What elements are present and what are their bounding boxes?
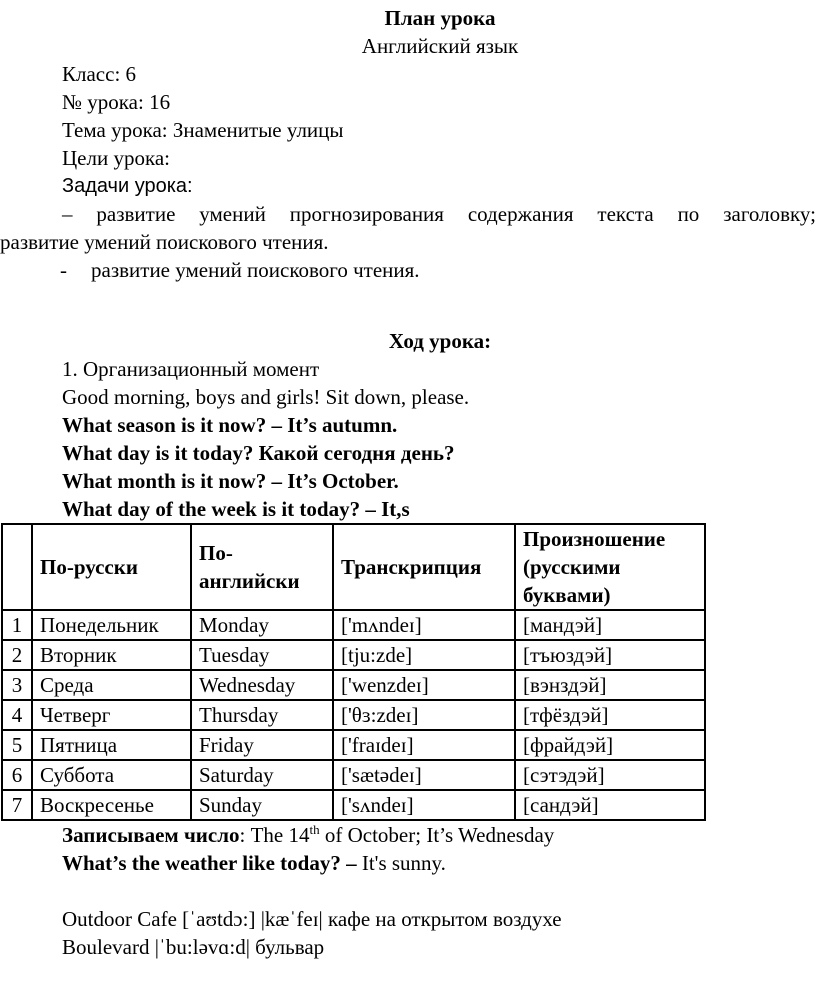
cell-english: Friday <box>191 730 333 760</box>
task-item-2 <box>0 256 816 284</box>
greeting-line: Good morning, boys and girls! Sit down, please. <box>62 385 470 409</box>
cell-pronunciation: [мандэй] <box>515 610 705 640</box>
cell-russian: Пятница <box>32 730 191 760</box>
cell-transcription: ['wenzdeɪ] <box>333 670 515 700</box>
task-dash: - <box>60 258 67 282</box>
task-item-1: – развитие умений прогнозирования содержания текста по заголовку; <box>62 202 816 226</box>
header-cell-transcription: Транскрипция <box>333 524 515 610</box>
cell-russian: Среда <box>32 670 191 700</box>
weather-question: What’s the weather like today? – <box>62 851 357 875</box>
question-line-day: What day is it today? Какой сегодня день? <box>62 441 455 465</box>
cell-num: 4 <box>2 700 32 730</box>
cell-num: 2 <box>2 640 32 670</box>
cell-russian: Вторник <box>32 640 191 670</box>
cell-russian: Четверг <box>32 700 191 730</box>
weather-line <box>0 849 816 877</box>
header-cell-number <box>2 524 32 610</box>
task-item-1-continuation: развитие умений поискового чтения. <box>0 230 329 254</box>
cell-num: 7 <box>2 790 32 820</box>
task-item-2-text: развитие умений поискового чтения. <box>91 258 420 282</box>
cell-transcription: ['θɜ:zdeɪ] <box>333 700 515 730</box>
header-cell-pronunciation: Произношение (русскими буквами) <box>515 524 705 610</box>
date-text: : The 14 <box>239 823 310 847</box>
table-row <box>2 670 705 700</box>
cell-russian: Воскресенье <box>32 790 191 820</box>
weather-answer: It's sunny. <box>356 851 446 875</box>
cell-english: Thursday <box>191 700 333 730</box>
table-row <box>2 610 705 640</box>
question-line-weekday: What day of the week is it today? – It,s <box>62 497 410 521</box>
question-line-month: What month is it now? – It’s October. <box>62 469 399 493</box>
tasks-line: Задачи урока: <box>62 175 193 197</box>
topic-line: Тема урока: Знаменитые улицы <box>62 118 344 142</box>
goals-line: Цели урока: <box>62 146 170 170</box>
lesson-subtitle: Английский язык <box>361 34 519 58</box>
cell-transcription: ['sætədeɪ] <box>333 760 515 790</box>
date-label: Записываем число <box>62 823 240 847</box>
days-table <box>1 523 706 821</box>
class-line: Класс: 6 <box>62 62 137 86</box>
table-row <box>2 730 705 760</box>
ordinal-suffix: th <box>309 822 320 837</box>
org-moment-line: 1. Организационный момент <box>62 357 320 381</box>
cell-english: Saturday <box>191 760 333 790</box>
table-row <box>2 700 705 730</box>
cell-english: Wednesday <box>191 670 333 700</box>
table-row <box>2 790 705 820</box>
flow-heading: Ход урока: <box>388 329 492 353</box>
cell-pronunciation: [сандэй] <box>515 790 705 820</box>
table-row <box>2 760 705 790</box>
cell-russian: Суббота <box>32 760 191 790</box>
cell-transcription: ['fraɪdeɪ] <box>333 730 515 760</box>
cell-english: Tuesday <box>191 640 333 670</box>
cell-pronunciation: [фрайдэй] <box>515 730 705 760</box>
lesson-number-line: № урока: 16 <box>62 90 171 114</box>
question-line-season: What season is it now? – It’s autumn. <box>62 413 398 437</box>
cell-transcription: ['mʌndeɪ] <box>333 610 515 640</box>
header-cell-english: По-английски <box>191 524 333 610</box>
cell-num: 1 <box>2 610 32 640</box>
cell-pronunciation: [сэтэдэй] <box>515 760 705 790</box>
date-line <box>0 821 816 849</box>
header-cell-russian: По-русски <box>32 524 191 610</box>
lesson-title: План урока <box>384 6 496 30</box>
cell-english: Monday <box>191 610 333 640</box>
cell-num: 5 <box>2 730 32 760</box>
cell-transcription: [tju:zde] <box>333 640 515 670</box>
cell-pronunciation: [тъюздэй] <box>515 640 705 670</box>
date-text-rest: of October; It’s Wednesday <box>319 823 555 847</box>
vocab-line-boulevard: Boulevard |ˈbu:ləvɑ:d| бульвар <box>62 935 325 959</box>
cell-english: Sunday <box>191 790 333 820</box>
cell-pronunciation: [вэнздэй] <box>515 670 705 700</box>
vocab-line-outdoor-cafe: Outdoor Cafe [ˈaʊtdɔ:] |kæˈfeɪ| кафе на открытом воздухе <box>62 907 562 931</box>
table-header-row <box>2 524 705 610</box>
cell-transcription: ['sʌndeɪ] <box>333 790 515 820</box>
cell-num: 3 <box>2 670 32 700</box>
table-row <box>2 640 705 670</box>
cell-pronunciation: [тфёздэй] <box>515 700 705 730</box>
cell-russian: Понедельник <box>32 610 191 640</box>
cell-num: 6 <box>2 760 32 790</box>
